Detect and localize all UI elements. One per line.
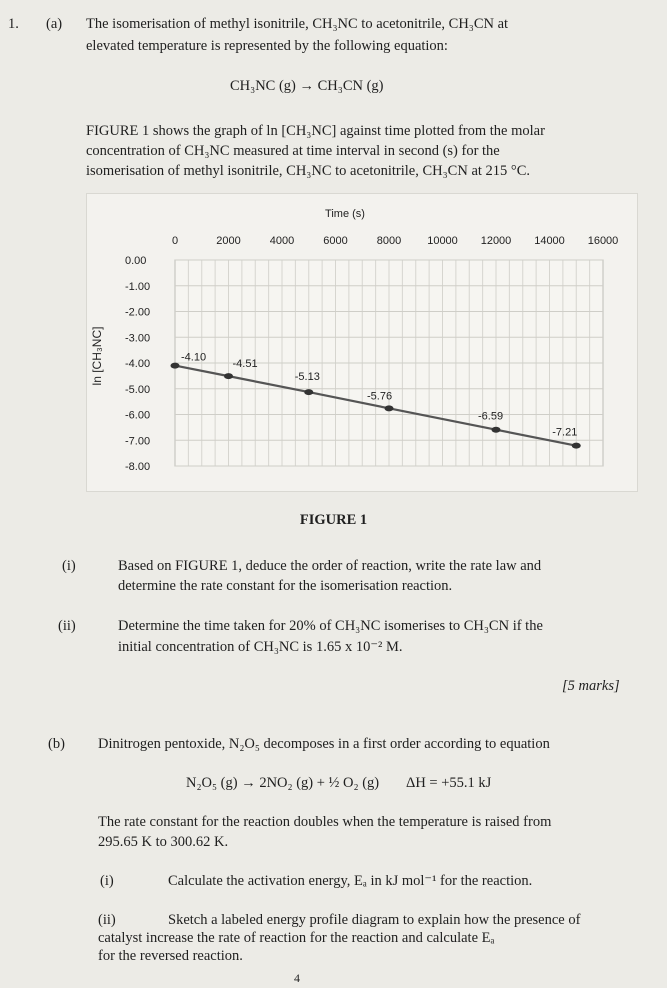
y-tick-label: -3.00 <box>125 332 151 345</box>
x-tick-label: 12000 <box>480 235 512 247</box>
x-tick-label: 6000 <box>323 235 348 247</box>
data-label: -5.13 <box>294 371 320 384</box>
sub-i-line-2: determine the rate constant for the isomerisation reaction. <box>118 578 453 594</box>
data-point <box>171 363 180 369</box>
data-point <box>385 405 394 411</box>
y-tick-label: -1.00 <box>125 280 151 293</box>
marks: [5 marks] <box>562 678 620 694</box>
intro-line-1: The isomerisation of methyl isonitrile, CH₃NC to acetonitrile, CH₃CN at <box>86 16 509 32</box>
reaction-equation: CH₃NC (g) → CH₃CN (g) <box>230 78 384 94</box>
data-point <box>492 427 501 433</box>
y-tick-label: -6.00 <box>125 409 151 422</box>
y-tick-label: -2.00 <box>125 306 151 319</box>
data-label: -4.51 <box>232 358 258 371</box>
b-ii-line-3: for the reversed reaction. <box>98 948 243 964</box>
figure-desc-line-1: FIGURE 1 shows the graph of ln [CH₃NC] against time plotted from the molar <box>86 123 545 139</box>
rate-line-2: 295.65 K to 300.62 K. <box>98 834 229 850</box>
question-number: 1. <box>8 16 19 32</box>
y-tick-labels <box>125 255 150 473</box>
delta-h: ΔH = +55.1 kJ <box>406 775 492 791</box>
rate-line-1: The rate constant for the reaction doubles when the temperature is raised from <box>98 814 552 830</box>
part-a-label: (a) <box>46 16 63 32</box>
y-tick-label: -5.00 <box>125 383 151 396</box>
b-ii-label: (ii) <box>98 912 116 928</box>
b-ii-line-2: catalyst increase the rate of reaction for the reaction and calculate Eₐ <box>98 930 495 946</box>
sub-ii-line-2: initial concentration of CH₃NC is 1.65 x 10⁻² M. <box>118 639 403 655</box>
y-tick-label: -8.00 <box>125 461 151 473</box>
figure-1-chart <box>86 193 638 492</box>
x-tick-label: 14000 <box>534 235 565 247</box>
x-tick-label: 10000 <box>427 235 458 247</box>
sub-i-label: (i) <box>62 558 76 574</box>
x-tick-label: 4000 <box>269 235 295 247</box>
x-tick-label: 8000 <box>376 235 402 247</box>
y-tick-label: 0.00 <box>125 255 147 267</box>
chart-title: Time (s) <box>325 208 365 220</box>
sub-ii-label: (ii) <box>58 618 76 634</box>
figure-desc-line-2: concentration of CH₃NC measured at time interval in second (s) for the <box>86 143 500 159</box>
x-tick-label: 16000 <box>587 235 619 247</box>
figure-desc-line-3: isomerisation of methyl isonitrile, CH₃NC to acetonitrile, CH₃CN at 215 °C. <box>86 163 531 179</box>
y-axis-label: ln [CH₃NC] <box>90 326 104 386</box>
data-label: -5.76 <box>367 390 393 403</box>
data-point <box>304 389 313 395</box>
b-i-line: Calculate the activation energy, Eₐ in kJ mol⁻¹ for the reaction. <box>168 873 533 889</box>
y-tick-label: -7.00 <box>125 435 151 448</box>
page-number: 4 <box>294 971 300 985</box>
sub-i-line-1: Based on FIGURE 1, deduce the order of reaction, write the rate law and <box>118 558 542 574</box>
sub-ii-line-1: Determine the time taken for 20% of CH₃NC isomerises to CH₃CN if the <box>118 618 543 634</box>
data-label: -6.59 <box>478 410 504 423</box>
data-label: -4.10 <box>181 351 207 364</box>
reaction-equation-b: N₂O₅ (g) → 2NO₂ (g) + ½ O₂ (g) <box>186 775 380 791</box>
chart-svg <box>87 194 637 491</box>
part-b-line: Dinitrogen pentoxide, N₂O₅ decomposes in a first order according to equation <box>98 736 550 752</box>
part-b-label: (b) <box>48 736 65 752</box>
x-tick-label: 2000 <box>216 235 241 247</box>
x-tick-labels <box>172 235 618 247</box>
data-point <box>572 443 581 449</box>
data-point <box>224 373 233 379</box>
b-ii-line-1: Sketch a labeled energy profile diagram to explain how the presence of <box>168 912 581 928</box>
b-i-label: (i) <box>100 873 114 889</box>
x-tick-label: 0 <box>171 235 179 247</box>
y-tick-label: -4.00 <box>125 358 151 370</box>
data-label: -7.21 <box>552 426 578 439</box>
figure-caption: FIGURE 1 <box>299 512 368 528</box>
intro-line-2: elevated temperature is represented by the following equation: <box>86 38 448 54</box>
